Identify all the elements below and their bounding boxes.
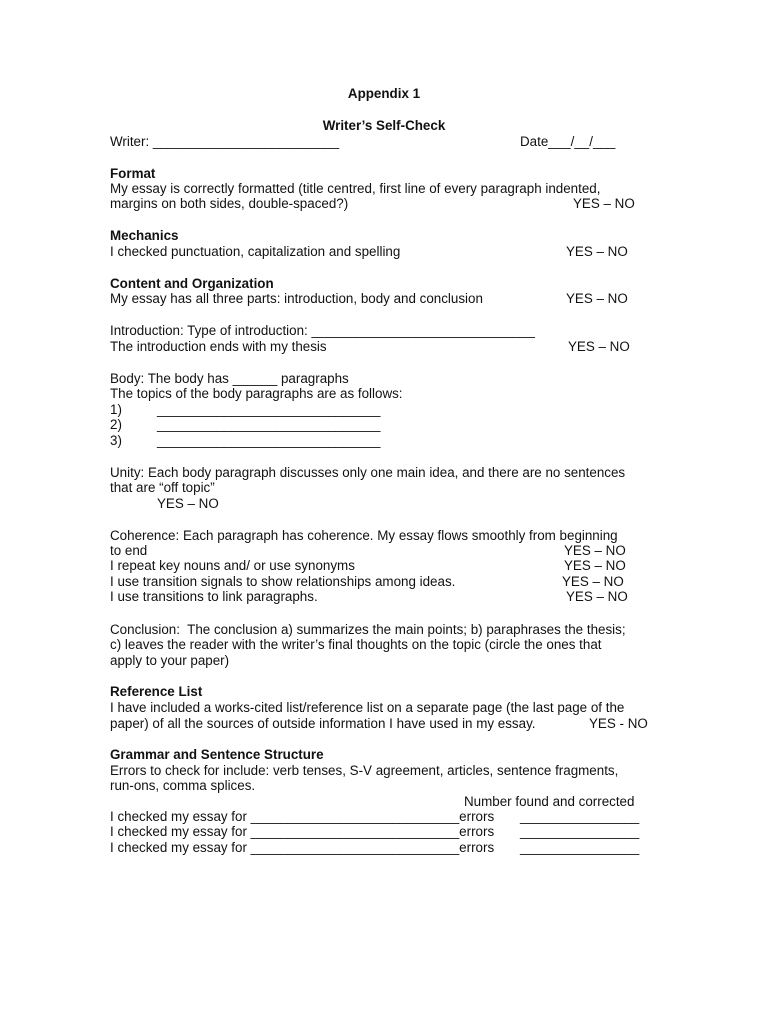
- reference-line-1: I have included a works-cited list/reference list on a separate page (the last page of the: [110, 700, 625, 715]
- conclusion-line-2: c) leaves the reader with the writer’s final thoughts on the topic (circle the ones that: [110, 637, 602, 652]
- writer-line: Writer: _________________________: [110, 134, 340, 149]
- topic-number: 2): [110, 417, 122, 432]
- conclusion-line-3: apply to your paper): [110, 653, 230, 668]
- signals-line: I use transition signals to show relationships among ideas.: [110, 574, 456, 589]
- topic-blank: ______________________________: [157, 417, 381, 432]
- conclusion-line-1: Conclusion: The conclusion a) summarizes the main points; b) paraphrases the thesis;: [110, 622, 626, 637]
- nouns-line: I repeat key nouns and/ or use synonyms: [110, 558, 355, 573]
- topics-line: The topics of the body paragraphs are as follows:: [110, 386, 403, 401]
- form-title: Writer’s Self-Check: [322, 118, 446, 133]
- date-line: Date___/__/___: [520, 134, 616, 149]
- intro-answer: YES – NO: [568, 339, 630, 354]
- grammar-line-2: run-ons, comma splices.: [110, 778, 256, 793]
- error-check-row: I checked my essay for ____________________________errors: [110, 809, 495, 824]
- format-heading: Format: [110, 166, 156, 181]
- intro-thesis-line: The introduction ends with my thesis: [110, 339, 327, 354]
- topic-number: 3): [110, 433, 122, 448]
- mechanics-answer: YES – NO: [566, 244, 628, 259]
- grammar-heading: Grammar and Sentence Structure: [110, 747, 324, 762]
- topic-blank: ______________________________: [157, 402, 381, 417]
- content-heading: Content and Organization: [110, 276, 274, 291]
- parts-line: My essay has all three parts: introduction, body and conclusion: [110, 291, 483, 306]
- unity-line-2: that are “off topic”: [110, 480, 215, 495]
- grammar-line-1: Errors to check for include: verb tenses, S-V agreement, articles, sentence fragments,: [110, 763, 619, 778]
- nouns-answer: YES – NO: [564, 558, 626, 573]
- error-check-row: I checked my essay for ____________________________errors: [110, 840, 495, 855]
- mechanics-heading: Mechanics: [110, 228, 179, 243]
- transitions-line: I use transitions to link paragraphs.: [110, 589, 318, 604]
- format-line-1: My essay is correctly formatted (title centred, first line of every paragraph indented,: [110, 181, 601, 196]
- body-line: Body: The body has ______ paragraphs: [110, 371, 349, 386]
- coherence-line-1: Coherence: Each paragraph has coherence. My essay flows smoothly from beginning: [110, 528, 618, 543]
- topic-blank: ______________________________: [157, 433, 381, 448]
- unity-line-1: Unity: Each body paragraph discusses only one main idea, and there are no sentences: [110, 465, 626, 480]
- reference-answer: YES - NO: [589, 716, 648, 731]
- error-check-row: I checked my essay for ____________________________errors: [110, 824, 495, 839]
- mechanics-line: I checked punctuation, capitalization and spelling: [110, 244, 401, 259]
- reference-heading: Reference List: [110, 684, 203, 699]
- error-count-blank: ________________: [520, 824, 640, 839]
- transitions-answer: YES – NO: [566, 589, 628, 604]
- coherence-answer: YES – NO: [564, 543, 626, 558]
- format-line-2: margins on both sides, double-spaced?): [110, 196, 349, 211]
- unity-answer: YES – NO: [157, 496, 219, 511]
- error-count-blank: ________________: [520, 840, 640, 855]
- appendix-title: Appendix 1: [347, 86, 421, 101]
- reference-line-2: paper) of all the sources of outside information I have used in my essay.: [110, 716, 536, 731]
- coherence-line-2: to end: [110, 543, 148, 558]
- parts-answer: YES – NO: [566, 291, 628, 306]
- signals-answer: YES – NO: [562, 574, 624, 589]
- error-count-blank: ________________: [520, 809, 640, 824]
- format-answer: YES – NO: [573, 196, 635, 211]
- topic-number: 1): [110, 402, 122, 417]
- intro-type-line: Introduction: Type of introduction: ______________________________: [110, 323, 535, 338]
- number-found-header: Number found and corrected: [464, 794, 635, 809]
